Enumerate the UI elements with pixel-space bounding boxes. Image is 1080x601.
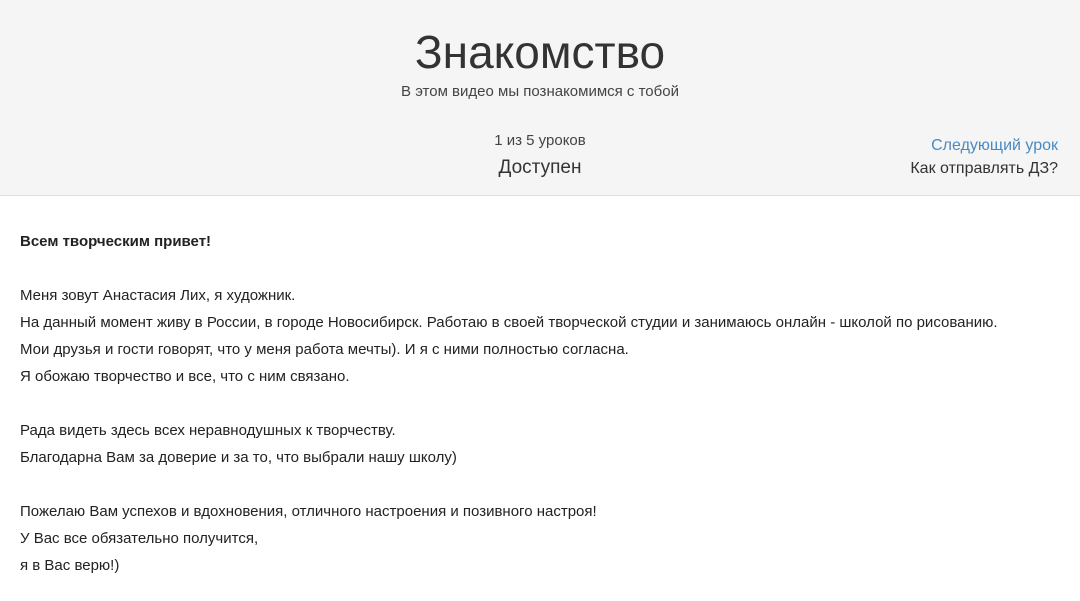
lesson-subtitle: В этом видео мы познакомимся с тобой: [401, 83, 679, 100]
homework-help-link[interactable]: Как отправлять ДЗ?: [910, 160, 1058, 177]
wish-line: Пожелаю Вам успехов и вдохновения, отличного настроения и позивного настроя!: [20, 503, 597, 520]
intro-line: На данный момент живу в России, в городе Новосибирск. Работаю в своей творческой студии и занимаюсь онлайн - школой по рисованию.: [20, 314, 998, 331]
intro-line: Меня зовут Анастасия Лих, я художник.: [20, 287, 296, 304]
lesson-header: [0, 0, 1080, 196]
wish-line: я в Вас верю!): [20, 557, 120, 574]
intro-line: Мои друзья и гости говорят, что у меня работа мечты). И я с ними полностью согласна.: [20, 341, 629, 358]
wish-line: У Вас все обязательно получится,: [20, 530, 259, 547]
paragraph-gap: [20, 471, 1060, 498]
welcome-line: Благодарна Вам за доверие и за то, что выбрали нашу школу): [20, 449, 457, 466]
next-lesson-link[interactable]: Следующий урок: [931, 137, 1058, 154]
lesson-status: Доступен: [498, 157, 582, 178]
paragraph-gap: [20, 255, 1060, 282]
greeting-text: Всем творческим привет!: [20, 233, 212, 250]
paragraph-gap: [20, 390, 1060, 417]
welcome-line: Рада видеть здесь всех неравнодушных к творчеству.: [20, 422, 396, 439]
lesson-description: [20, 228, 1060, 579]
intro-line: Я обожаю творчество и все, что с ним связано.: [20, 368, 350, 385]
lesson-title: Знакомство: [414, 26, 666, 78]
lesson-counter: 1 из 5 уроков: [494, 132, 586, 149]
